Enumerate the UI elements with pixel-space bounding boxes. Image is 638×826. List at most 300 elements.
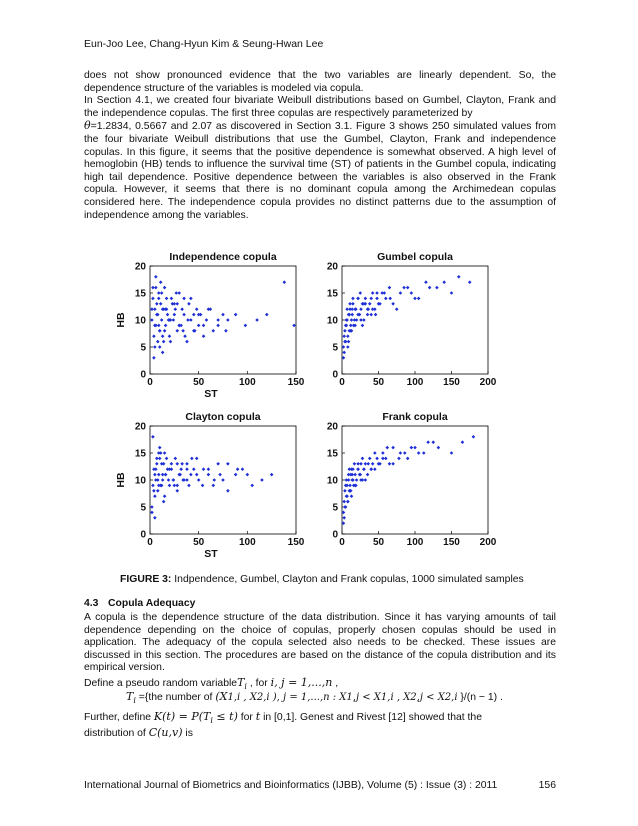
section-paragraph: A copula is the dependence structure of the data distribution. Since it has varying amounts of tail dependence depending on the choice of copulas, properly chosen copulas should be used in application. The adequacy of the copula selected also needs to be checked. These issues are discussed in this section. The procedures are based on the distance of the copula distribution and its empirical version.	[84, 612, 556, 674]
data-point	[450, 291, 454, 295]
data-point	[283, 280, 287, 284]
intro-paragraph-2a: In Section 4.1, we created four bivariate Weibull distributions based on Gumbel, Clayton, Frank and the independence copulas. The first three copulas are respectively parameterized by	[84, 95, 556, 119]
x-tick-label: 200	[479, 377, 497, 388]
data-point	[359, 318, 363, 322]
data-point	[345, 478, 349, 482]
eq-math: (X	[215, 690, 228, 703]
data-point	[216, 324, 220, 328]
data-point	[250, 484, 254, 488]
section-title: Copula Adequacy	[108, 598, 196, 609]
data-point	[153, 473, 157, 477]
eq-text: ={the number of	[135, 692, 216, 703]
data-point	[399, 291, 403, 295]
data-point	[375, 291, 379, 295]
data-point	[156, 478, 160, 482]
data-point	[234, 313, 238, 317]
data-point	[366, 473, 370, 477]
panel-title: Gumbel copula	[377, 251, 453, 263]
x-tick-label: 100	[406, 537, 424, 548]
data-point	[406, 457, 410, 461]
y-tick-label: 5	[332, 342, 338, 354]
y-tick-label: 0	[140, 529, 146, 541]
data-point	[157, 473, 161, 477]
data-point	[397, 457, 401, 461]
data-point	[174, 307, 178, 311]
data-point	[163, 451, 167, 455]
data-point	[157, 324, 161, 328]
data-point	[383, 291, 387, 295]
data-point	[168, 467, 172, 471]
page-footer	[84, 780, 556, 791]
define-index: i, j = 1,...,n	[270, 676, 333, 689]
data-point	[426, 440, 430, 444]
data-point	[151, 297, 155, 301]
y-tick-label: 15	[134, 288, 146, 300]
x-tick-label: 100	[406, 377, 424, 388]
data-point	[375, 457, 379, 461]
data-point	[366, 462, 370, 466]
data-point	[174, 457, 178, 461]
data-point	[373, 467, 377, 471]
data-point	[224, 329, 228, 333]
data-point	[172, 478, 176, 482]
data-point	[391, 302, 395, 306]
running-header: Eun-Joo Lee, Chang-Hyun Kim & Seung-Hwan Lee	[84, 38, 324, 50]
x-tick-label: 100	[238, 377, 256, 388]
data-point	[356, 467, 360, 471]
data-point	[202, 334, 206, 338]
section-heading	[84, 598, 195, 609]
data-point	[163, 494, 167, 498]
further-math-end: ≤ t)	[212, 710, 238, 723]
y-tick-label: 10	[134, 315, 146, 327]
data-point	[226, 489, 230, 493]
data-point	[185, 478, 189, 482]
data-point	[156, 340, 160, 344]
data-point	[162, 462, 166, 466]
data-point	[186, 318, 190, 322]
data-point	[260, 478, 264, 482]
eq-end: }/(n − 1) .	[457, 692, 503, 703]
x-tick-label: 100	[238, 537, 256, 548]
dist-text-a: distribution of	[84, 728, 149, 739]
panel-title: Independence copula	[169, 251, 277, 263]
intro-text	[84, 70, 556, 222]
caption-text: Indpendence, Gumbel, Clayton and Frank copulas, 1000 simulated samples	[171, 574, 524, 585]
x-tick-label: 50	[193, 377, 205, 388]
data-point	[150, 318, 154, 322]
define-text-b: , for	[246, 678, 271, 689]
figure-caption	[120, 574, 524, 585]
data-point	[161, 478, 165, 482]
data-point	[417, 451, 421, 455]
data-point	[155, 462, 159, 466]
data-point	[356, 462, 360, 466]
section-number: 4.3	[84, 598, 99, 609]
data-point	[175, 329, 179, 333]
data-point	[162, 340, 166, 344]
data-point	[180, 462, 184, 466]
data-point	[346, 334, 350, 338]
data-point	[153, 516, 157, 520]
data-point	[150, 307, 154, 311]
data-point	[207, 467, 211, 471]
y-tick-label: 15	[326, 448, 338, 460]
eq-lhs: T	[126, 690, 134, 703]
data-point	[241, 467, 245, 471]
data-point	[388, 297, 392, 301]
data-point	[166, 313, 170, 317]
data-point	[158, 457, 162, 461]
data-point	[160, 291, 164, 295]
caption-label: FIGURE 3:	[120, 574, 172, 585]
further-math: K(t) = P(T	[153, 710, 211, 723]
data-point	[175, 302, 179, 306]
data-point	[159, 280, 163, 284]
data-point	[181, 329, 185, 333]
data-point	[175, 462, 179, 466]
eq-rest: 1,i , X2,i ), j = 1,...,n : X1,j < X1,i , X2,j < X2,i	[227, 692, 458, 703]
data-point	[343, 489, 347, 493]
data-point	[187, 302, 191, 306]
data-point	[384, 297, 388, 301]
further-math-sub: i	[210, 716, 213, 726]
equation-ti	[126, 690, 503, 705]
data-point	[437, 446, 441, 450]
data-point	[182, 313, 186, 317]
data-point	[461, 440, 465, 444]
y-axis-label: HB	[115, 312, 127, 328]
data-point	[403, 451, 407, 455]
data-point	[375, 297, 379, 301]
data-point	[165, 297, 169, 301]
data-point	[356, 297, 360, 301]
data-point	[374, 313, 378, 317]
dist-math: C(u,v)	[148, 726, 183, 739]
data-point	[161, 334, 165, 338]
data-point	[371, 307, 375, 311]
data-point	[152, 356, 156, 360]
further-line	[84, 710, 482, 725]
x-tick-label: 50	[372, 537, 385, 548]
y-tick-label: 20	[134, 261, 146, 273]
data-point	[369, 467, 373, 471]
data-point	[348, 484, 352, 488]
data-point	[381, 457, 385, 461]
y-tick-label: 5	[140, 342, 146, 354]
y-tick-label: 0	[332, 529, 338, 541]
data-point	[345, 307, 349, 311]
data-point	[164, 324, 168, 328]
data-point	[197, 313, 201, 317]
data-point	[246, 473, 250, 477]
data-point	[174, 291, 178, 295]
define-sub: i	[244, 682, 247, 692]
data-point	[395, 307, 399, 311]
data-point	[173, 313, 177, 317]
data-point	[155, 302, 159, 306]
data-point	[361, 324, 365, 328]
define-var: T	[237, 676, 245, 689]
data-point	[428, 286, 432, 290]
data-point	[450, 451, 454, 455]
intro-paragraph-2b: =1.2834, 0.5667 and 2.07 as discovered in Section 3.1. Figure 3 shows 250 simulated values from the four bivariate Weibull distributions that use the Gumbel, Clayton, Frank and independence copulas. In this figure, it seems that the positive dependence is somewhat observed. A high level of hemoglobin (HB) tends to influence the survival time (ST) of patients in the Gumbel copula, indicating high tail dependence. Positive dependence between the variables is also observed in the Frank copula. However, it seems that there is no dominant copula among the Archimedean copulas considered here. The independence copula provides no distinct patterns due to the assumption of independence among the variables.	[84, 121, 556, 221]
data-point	[255, 318, 259, 322]
data-point	[202, 324, 206, 328]
data-point	[195, 307, 199, 311]
data-point	[189, 297, 193, 301]
data-point	[355, 478, 359, 482]
data-point	[236, 467, 240, 471]
data-point	[221, 478, 225, 482]
data-point	[212, 478, 216, 482]
data-point	[413, 297, 417, 301]
y-tick-label: 20	[326, 421, 338, 433]
data-point	[150, 505, 154, 509]
data-point	[175, 484, 179, 488]
data-point	[343, 329, 347, 333]
data-point	[182, 297, 186, 301]
data-point	[359, 307, 363, 311]
data-point	[201, 484, 205, 488]
data-point	[175, 489, 179, 493]
data-point	[152, 334, 156, 338]
data-point	[163, 329, 167, 333]
data-point	[364, 478, 368, 482]
data-point	[353, 318, 357, 322]
data-point	[234, 473, 238, 477]
data-point	[368, 457, 372, 461]
data-point	[422, 451, 426, 455]
y-axis-label: HB	[115, 472, 127, 488]
x-tick-label: 150	[287, 377, 305, 388]
data-point	[185, 462, 189, 466]
panel-title: Frank copula	[382, 411, 448, 423]
intro-paragraph-1: does not show pronounced evidence that the two variables are linearly dependent. So, the dependence structure of the variables is modeled via copula.	[84, 70, 556, 94]
data-point	[381, 451, 385, 455]
data-point	[399, 451, 403, 455]
data-point	[270, 473, 274, 477]
data-point	[351, 297, 355, 301]
y-tick-label: 5	[140, 502, 146, 514]
data-point	[154, 275, 158, 279]
define-line	[84, 676, 338, 691]
data-point	[348, 302, 352, 306]
data-point	[413, 446, 417, 450]
x-axis-label: ST	[204, 388, 218, 400]
x-tick-label: 150	[443, 537, 460, 548]
y-tick-label: 5	[332, 502, 338, 514]
further-text-b: for	[237, 712, 256, 723]
data-point	[154, 467, 158, 471]
figure-3-scatter-panels	[110, 244, 520, 564]
further-text-a: Further, define	[84, 712, 152, 723]
data-point	[417, 297, 421, 301]
y-tick-label: 20	[326, 261, 338, 273]
data-point	[358, 291, 362, 295]
data-point	[183, 334, 187, 338]
data-point	[265, 313, 269, 317]
data-point	[209, 307, 213, 311]
data-point	[342, 334, 346, 338]
data-point	[350, 494, 354, 498]
data-point	[342, 351, 346, 355]
data-point	[226, 318, 230, 322]
data-point	[197, 324, 201, 328]
data-point	[410, 291, 414, 295]
data-point	[187, 484, 191, 488]
data-point	[160, 318, 164, 322]
data-point	[185, 467, 189, 471]
data-point	[353, 462, 357, 466]
y-tick-label: 10	[134, 475, 146, 487]
data-point	[151, 435, 155, 439]
distribution-line	[84, 726, 193, 739]
data-point	[158, 446, 162, 450]
data-point	[244, 324, 248, 328]
data-point	[361, 457, 365, 461]
data-point	[157, 297, 161, 301]
y-tick-label: 0	[140, 369, 146, 381]
data-point	[190, 457, 194, 461]
data-point	[197, 478, 201, 482]
x-tick-label: 50	[372, 377, 385, 388]
x-tick-label: 0	[339, 537, 345, 548]
theta-symbol: θ	[84, 119, 91, 133]
data-point	[388, 286, 392, 290]
data-point	[170, 462, 174, 466]
data-point	[226, 462, 230, 466]
data-point	[369, 313, 373, 317]
data-point	[410, 446, 414, 450]
data-point	[472, 435, 476, 439]
data-point	[163, 286, 167, 290]
data-point	[157, 451, 161, 455]
intro-paragraph-2	[84, 95, 556, 222]
data-point	[189, 473, 193, 477]
data-point	[167, 478, 171, 482]
data-point	[442, 280, 446, 284]
data-point	[221, 313, 225, 317]
data-point	[195, 457, 199, 461]
data-point	[402, 286, 406, 290]
data-point	[165, 457, 169, 461]
data-point	[216, 462, 220, 466]
data-point	[152, 489, 156, 493]
x-tick-label: 0	[147, 377, 153, 388]
data-point	[347, 473, 351, 477]
x-tick-label: 0	[339, 377, 345, 388]
data-point	[202, 467, 206, 471]
data-point	[406, 286, 410, 290]
data-point	[195, 473, 199, 477]
data-point	[158, 345, 162, 349]
y-tick-label: 20	[134, 421, 146, 433]
y-tick-label: 15	[134, 448, 146, 460]
data-point	[368, 302, 372, 306]
data-point	[156, 489, 160, 493]
data-point	[169, 340, 173, 344]
x-tick-label: 50	[193, 537, 205, 548]
page-number: 156	[538, 780, 556, 791]
panel-title: Clayton copula	[185, 411, 261, 423]
data-point	[151, 484, 155, 488]
data-point	[346, 345, 350, 349]
data-point	[364, 297, 368, 301]
data-point	[162, 500, 166, 504]
data-point	[168, 334, 172, 338]
journal-citation: International Journal of Biometrics and Bioinformatics (IJBB), Volume (5) : Issue (3) : 2011	[84, 780, 498, 791]
data-point	[207, 473, 211, 477]
data-point	[154, 286, 158, 290]
data-point	[424, 280, 428, 284]
further-t: t	[255, 710, 261, 723]
data-point	[177, 324, 181, 328]
data-point	[362, 467, 366, 471]
further-text-c: in [0,1]. Genest and Rivest [12] showed that the	[260, 712, 482, 723]
data-point	[366, 313, 370, 317]
data-point	[346, 500, 350, 504]
define-text-c: ,	[332, 678, 339, 689]
eq-lhs-sub: i	[133, 696, 136, 706]
data-point	[211, 329, 215, 333]
data-point	[192, 467, 196, 471]
data-point	[185, 340, 189, 344]
y-tick-label: 0	[332, 369, 338, 381]
y-tick-label: 10	[326, 475, 338, 487]
data-point	[205, 318, 209, 322]
data-point	[216, 318, 220, 322]
y-tick-label: 10	[326, 315, 338, 327]
data-point	[435, 286, 439, 290]
data-point	[153, 494, 157, 498]
define-text-a: Define a pseudo random variable	[84, 678, 238, 689]
data-point	[348, 467, 352, 471]
data-point	[153, 345, 157, 349]
data-point	[373, 451, 377, 455]
x-axis-label: ST	[204, 548, 218, 560]
data-point	[211, 484, 215, 488]
data-point	[218, 473, 222, 477]
data-point	[161, 351, 165, 355]
data-point	[457, 275, 461, 279]
y-tick-label: 15	[326, 288, 338, 300]
data-point	[391, 462, 395, 466]
data-point	[391, 446, 395, 450]
data-point	[164, 473, 168, 477]
data-point	[159, 302, 163, 306]
data-point	[179, 467, 183, 471]
data-point	[158, 329, 162, 333]
data-point	[192, 313, 196, 317]
x-tick-label: 200	[479, 537, 497, 548]
x-tick-label: 0	[147, 537, 153, 548]
data-point	[369, 297, 373, 301]
dist-text-b: is	[182, 728, 193, 739]
data-point	[385, 446, 389, 450]
data-point	[350, 307, 354, 311]
data-point	[180, 307, 184, 311]
data-point	[170, 297, 174, 301]
data-point	[468, 280, 472, 284]
x-tick-label: 150	[443, 377, 460, 388]
data-point	[388, 462, 392, 466]
data-point	[168, 484, 172, 488]
data-point	[292, 324, 296, 328]
data-point	[431, 440, 435, 444]
data-point	[150, 511, 154, 515]
data-point	[371, 462, 375, 466]
